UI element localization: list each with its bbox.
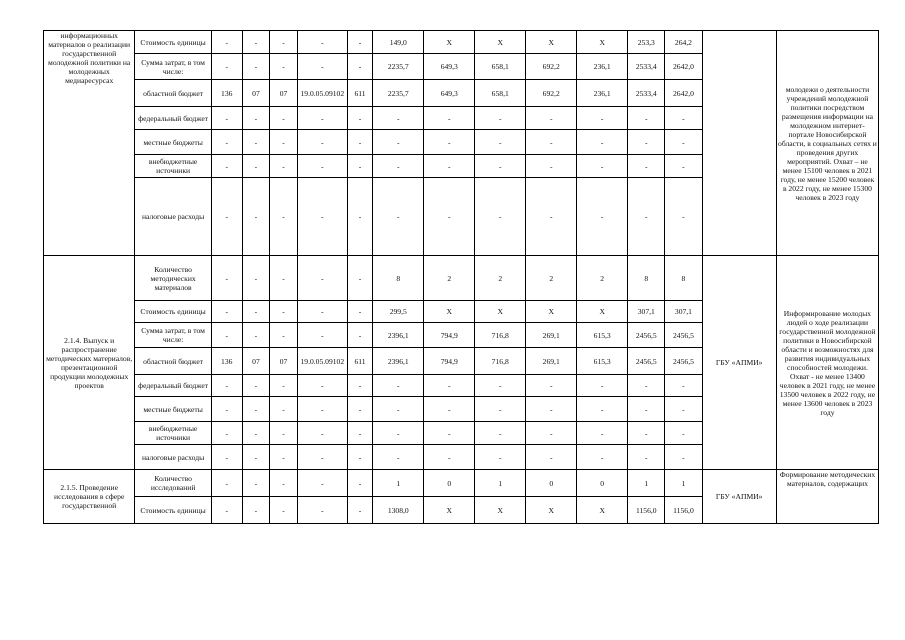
value-cell: - xyxy=(270,178,298,256)
value-cell: - xyxy=(577,397,628,422)
section-2-1-5-name: 2.1.5. Проведение исследования в сфере государственной xyxy=(44,470,135,524)
value-cell: 136 xyxy=(211,348,242,375)
value-cell: - xyxy=(242,375,270,397)
value-cell: - xyxy=(665,445,702,470)
row-label: налоговые расходы xyxy=(135,178,211,256)
value-cell: - xyxy=(270,497,298,524)
value-cell: 07 xyxy=(242,80,270,107)
value-cell: - xyxy=(242,54,270,80)
value-cell: - xyxy=(424,375,475,397)
value-cell: 269,1 xyxy=(526,323,577,348)
value-cell: - xyxy=(424,130,475,155)
value-cell: - xyxy=(270,54,298,80)
row-label: федеральный бюджет xyxy=(135,375,211,397)
value-cell: - xyxy=(297,155,347,178)
value-cell: 2642,0 xyxy=(665,54,702,80)
value-cell: 1156,0 xyxy=(665,497,702,524)
value-cell: - xyxy=(242,130,270,155)
value-cell: 2533,4 xyxy=(628,54,665,80)
value-cell: - xyxy=(424,155,475,178)
value-cell: - xyxy=(373,155,424,178)
program-table xyxy=(43,30,879,524)
value-cell: - xyxy=(270,323,298,348)
value-cell: - xyxy=(211,497,242,524)
value-cell: 8 xyxy=(628,256,665,301)
value-cell: - xyxy=(526,445,577,470)
value-cell: - xyxy=(373,445,424,470)
value-cell: - xyxy=(297,497,347,524)
value-cell: - xyxy=(424,107,475,130)
value-cell: - xyxy=(347,130,372,155)
value-cell: - xyxy=(297,375,347,397)
value-cell: - xyxy=(347,301,372,323)
value-cell: - xyxy=(297,178,347,256)
value-cell: 2 xyxy=(577,256,628,301)
value-cell: 615,3 xyxy=(577,323,628,348)
row-label: Количество методических материалов xyxy=(135,256,211,301)
value-cell: 0 xyxy=(577,470,628,497)
value-cell: - xyxy=(628,178,665,256)
value-cell: 264,2 xyxy=(665,31,702,54)
value-cell: - xyxy=(270,256,298,301)
value-cell: - xyxy=(242,107,270,130)
section-2-1-5-result: Формирование методических материалов, содержащих xyxy=(776,470,878,524)
value-cell: - xyxy=(347,470,372,497)
value-cell: - xyxy=(577,130,628,155)
value-cell: 2 xyxy=(424,256,475,301)
value-cell: - xyxy=(665,422,702,445)
value-cell: 716,8 xyxy=(475,348,526,375)
value-cell: - xyxy=(373,375,424,397)
value-cell: - xyxy=(665,107,702,130)
value-cell: - xyxy=(665,397,702,422)
value-cell: - xyxy=(628,445,665,470)
value-cell: - xyxy=(211,375,242,397)
value-cell: - xyxy=(297,445,347,470)
value-cell: - xyxy=(211,31,242,54)
value-cell: - xyxy=(270,397,298,422)
value-cell: 1156,0 xyxy=(628,497,665,524)
value-cell: 2396,1 xyxy=(373,323,424,348)
value-cell: - xyxy=(297,397,347,422)
row-label: налоговые расходы xyxy=(135,445,211,470)
value-cell: - xyxy=(628,130,665,155)
value-cell: - xyxy=(347,178,372,256)
value-cell: - xyxy=(211,301,242,323)
value-cell: 649,3 xyxy=(424,54,475,80)
value-cell: - xyxy=(347,422,372,445)
value-cell: - xyxy=(270,375,298,397)
value-cell: - xyxy=(347,323,372,348)
row-label: федеральный бюджет xyxy=(135,107,211,130)
value-cell: Х xyxy=(526,31,577,54)
value-cell: - xyxy=(373,397,424,422)
value-cell: - xyxy=(242,256,270,301)
table-body xyxy=(44,31,879,524)
value-cell: 2 xyxy=(475,256,526,301)
value-cell: Х xyxy=(526,497,577,524)
value-cell: - xyxy=(373,107,424,130)
value-cell: - xyxy=(526,130,577,155)
value-cell: - xyxy=(347,107,372,130)
value-cell: 0 xyxy=(424,470,475,497)
value-cell: - xyxy=(628,422,665,445)
value-cell: - xyxy=(475,178,526,256)
value-cell: 1 xyxy=(628,470,665,497)
value-cell: - xyxy=(475,397,526,422)
value-cell: - xyxy=(526,375,577,397)
row-label: Стоимость единицы xyxy=(135,31,211,54)
value-cell: - xyxy=(297,301,347,323)
value-cell: - xyxy=(424,422,475,445)
table-row xyxy=(44,470,879,497)
value-cell: 692,2 xyxy=(526,80,577,107)
value-cell: 611 xyxy=(347,348,372,375)
value-cell: - xyxy=(211,397,242,422)
value-cell: 269,1 xyxy=(526,348,577,375)
section-media-resources-name: информационных материалов о реализации государственной молодежной политики на молодежных медиаресурсах xyxy=(44,31,135,256)
value-cell: - xyxy=(577,422,628,445)
value-cell: - xyxy=(424,178,475,256)
value-cell: - xyxy=(211,155,242,178)
value-cell: - xyxy=(242,397,270,422)
value-cell: - xyxy=(211,422,242,445)
value-cell: 2 xyxy=(526,256,577,301)
value-cell: 307,1 xyxy=(665,301,702,323)
value-cell: - xyxy=(347,375,372,397)
value-cell: - xyxy=(628,397,665,422)
value-cell: - xyxy=(526,155,577,178)
value-cell: Х xyxy=(475,31,526,54)
row-label: Количество исследований xyxy=(135,470,211,497)
value-cell: Х xyxy=(424,301,475,323)
value-cell: - xyxy=(526,107,577,130)
value-cell: 8 xyxy=(665,256,702,301)
row-label: Стоимость единицы xyxy=(135,301,211,323)
value-cell: - xyxy=(242,470,270,497)
value-cell: - xyxy=(297,422,347,445)
value-cell: - xyxy=(242,445,270,470)
value-cell: 253,3 xyxy=(628,31,665,54)
section-media-resources-executor xyxy=(702,31,776,256)
value-cell: 2456,5 xyxy=(628,323,665,348)
value-cell: - xyxy=(242,155,270,178)
value-cell: - xyxy=(211,470,242,497)
value-cell: - xyxy=(211,256,242,301)
value-cell: - xyxy=(373,422,424,445)
value-cell: 307,1 xyxy=(628,301,665,323)
value-cell: 07 xyxy=(270,80,298,107)
row-label: местные бюджеты xyxy=(135,397,211,422)
value-cell: 649,3 xyxy=(424,80,475,107)
value-cell: - xyxy=(242,31,270,54)
value-cell: 1308,0 xyxy=(373,497,424,524)
value-cell: Х xyxy=(526,301,577,323)
value-cell: 236,1 xyxy=(577,54,628,80)
value-cell: 299,5 xyxy=(373,301,424,323)
value-cell: - xyxy=(628,107,665,130)
value-cell: - xyxy=(373,130,424,155)
value-cell: - xyxy=(577,178,628,256)
value-cell: - xyxy=(270,422,298,445)
value-cell: 2456,5 xyxy=(665,323,702,348)
value-cell: - xyxy=(211,445,242,470)
value-cell: - xyxy=(475,107,526,130)
value-cell: - xyxy=(211,323,242,348)
value-cell: - xyxy=(270,31,298,54)
value-cell: 0 xyxy=(526,470,577,497)
row-label: Сумма затрат, в том числе: xyxy=(135,323,211,348)
value-cell: - xyxy=(347,54,372,80)
section-2-1-4-result: Информирование молодых людей о ходе реализации государственной молодежной политики в Новосибирской области и возможностях для развития индивидуальных способностей молодежи. Охват - не менее 13400 человек в 2021 году, не менее 13500 человек в 2022 году, не менее 13600 человек в 2023 году xyxy=(776,256,878,470)
value-cell: 8 xyxy=(373,256,424,301)
value-cell: - xyxy=(211,130,242,155)
value-cell: - xyxy=(270,155,298,178)
value-cell: - xyxy=(347,31,372,54)
value-cell: - xyxy=(270,445,298,470)
value-cell: 615,3 xyxy=(577,348,628,375)
value-cell: - xyxy=(665,178,702,256)
value-cell: - xyxy=(297,54,347,80)
value-cell: 2456,5 xyxy=(628,348,665,375)
table-row xyxy=(44,31,879,54)
section-2-1-4-name: 2.1.4. Выпуск и распространение методических материалов, презентационной продукции молодежных проектов xyxy=(44,256,135,470)
value-cell: - xyxy=(526,397,577,422)
value-cell: - xyxy=(270,107,298,130)
value-cell: - xyxy=(628,375,665,397)
value-cell: 794,9 xyxy=(424,323,475,348)
value-cell: - xyxy=(347,155,372,178)
value-cell: Х xyxy=(475,301,526,323)
value-cell: 2642,0 xyxy=(665,80,702,107)
value-cell: 07 xyxy=(270,348,298,375)
value-cell: - xyxy=(297,470,347,497)
value-cell: - xyxy=(270,130,298,155)
value-cell: - xyxy=(526,178,577,256)
value-cell: - xyxy=(475,445,526,470)
value-cell: - xyxy=(211,178,242,256)
value-cell: - xyxy=(242,323,270,348)
value-cell: - xyxy=(347,397,372,422)
value-cell: - xyxy=(270,301,298,323)
value-cell: - xyxy=(347,497,372,524)
value-cell: - xyxy=(297,130,347,155)
value-cell: - xyxy=(475,422,526,445)
value-cell: Х xyxy=(577,301,628,323)
value-cell: Х xyxy=(577,497,628,524)
value-cell: Х xyxy=(475,497,526,524)
value-cell: - xyxy=(577,155,628,178)
value-cell: - xyxy=(297,107,347,130)
value-cell: 658,1 xyxy=(475,54,526,80)
value-cell: 149,0 xyxy=(373,31,424,54)
value-cell: 236,1 xyxy=(577,80,628,107)
value-cell: - xyxy=(526,422,577,445)
value-cell: 1 xyxy=(665,470,702,497)
value-cell: - xyxy=(475,130,526,155)
value-cell: Х xyxy=(424,31,475,54)
row-label: внебюджетные источники xyxy=(135,155,211,178)
value-cell: - xyxy=(347,445,372,470)
row-label: внебюджетные источники xyxy=(135,422,211,445)
table-row xyxy=(44,256,879,301)
value-cell: - xyxy=(577,107,628,130)
value-cell: - xyxy=(373,178,424,256)
value-cell: 1 xyxy=(475,470,526,497)
value-cell: - xyxy=(475,375,526,397)
row-label: местные бюджеты xyxy=(135,130,211,155)
value-cell: - xyxy=(665,130,702,155)
section-media-resources-result: молодежи о деятельности учреждений молодежной политики посредством размещения информации на молодежном интернет-портале Новосибирской области, в социальных сетях и проведения других мероприятий. Охват – не менее 15100 человек в 2021 году, не менее 15200 человек в 2022 году, не менее 15300 человек в 2023 году xyxy=(776,31,878,256)
row-label: Стоимость единицы xyxy=(135,497,211,524)
value-cell: - xyxy=(665,375,702,397)
value-cell: 658,1 xyxy=(475,80,526,107)
value-cell: - xyxy=(424,397,475,422)
value-cell: 2533,4 xyxy=(628,80,665,107)
value-cell: - xyxy=(211,107,242,130)
value-cell: - xyxy=(628,155,665,178)
value-cell: - xyxy=(242,301,270,323)
value-cell: 19.0.05.09102 xyxy=(297,348,347,375)
value-cell: - xyxy=(665,155,702,178)
value-cell: 716,8 xyxy=(475,323,526,348)
value-cell: 1 xyxy=(373,470,424,497)
value-cell: - xyxy=(297,31,347,54)
value-cell: 611 xyxy=(347,80,372,107)
value-cell: Х xyxy=(577,31,628,54)
value-cell: 794,9 xyxy=(424,348,475,375)
row-label: областной бюджет xyxy=(135,348,211,375)
value-cell: - xyxy=(211,54,242,80)
row-label: Сумма затрат, в том числе: xyxy=(135,54,211,80)
value-cell: 2235,7 xyxy=(373,54,424,80)
value-cell: - xyxy=(297,256,347,301)
value-cell: - xyxy=(347,256,372,301)
value-cell: Х xyxy=(424,497,475,524)
value-cell: - xyxy=(242,497,270,524)
row-label: областной бюджет xyxy=(135,80,211,107)
value-cell: 2396,1 xyxy=(373,348,424,375)
value-cell: 19.0.05.09102 xyxy=(297,80,347,107)
section-2-1-5-executor: ГБУ «АПМИ» xyxy=(702,470,776,524)
value-cell: 136 xyxy=(211,80,242,107)
value-cell: - xyxy=(297,323,347,348)
value-cell: - xyxy=(270,470,298,497)
value-cell: 2456,5 xyxy=(665,348,702,375)
value-cell: - xyxy=(577,445,628,470)
value-cell: - xyxy=(577,375,628,397)
value-cell: 07 xyxy=(242,348,270,375)
value-cell: 2235,7 xyxy=(373,80,424,107)
value-cell: - xyxy=(475,155,526,178)
value-cell: - xyxy=(242,178,270,256)
section-2-1-4-executor: ГБУ «АПМИ» xyxy=(702,256,776,470)
value-cell: - xyxy=(242,422,270,445)
value-cell: - xyxy=(424,445,475,470)
value-cell: 692,2 xyxy=(526,54,577,80)
